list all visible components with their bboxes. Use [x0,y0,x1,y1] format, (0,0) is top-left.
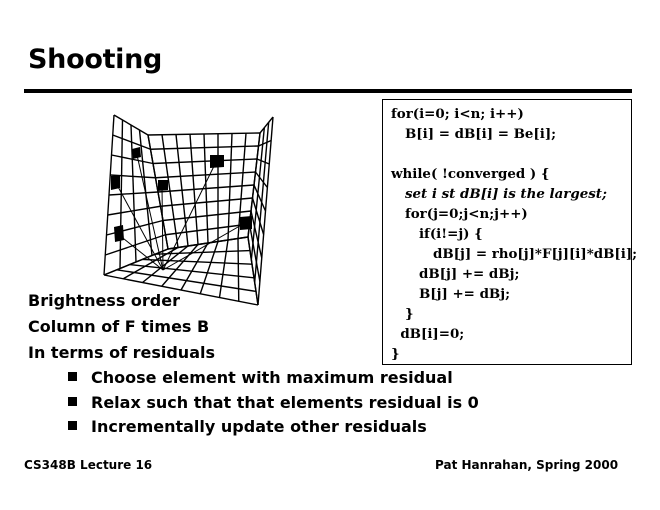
sub-bullet-item [68,393,479,412]
grid-line [130,265,254,278]
footer-course: CS348B Lecture 16 [24,458,153,472]
code-line: } [391,306,414,322]
grid-line [257,159,269,164]
bullet-item: Column of F times B [28,317,210,336]
code-line: } [391,346,400,362]
grid-line [148,133,260,135]
room-grid-illustration [88,95,388,355]
code-line: B[j] += dBj; [391,286,511,302]
patch-square [240,216,252,230]
sub-bullet-item [68,368,453,387]
sub-bullet-text: Relax such that that elements residual is 0 [91,393,479,412]
code-line: dB[i]=0; [391,326,465,342]
sub-bullet-text: Choose element with maximum residual [91,368,453,387]
grid-line [200,242,218,294]
square-bullet-icon [68,421,77,430]
patch-square [114,225,124,242]
code-line: if(i!=j) { [391,226,483,242]
code-line: dB[j] += dBj; [391,266,520,282]
bullet-item: In terms of residuals [28,343,215,362]
grid-line [220,240,229,298]
square-bullet-icon [68,372,77,381]
code-line: set i st dB[i] is the largest; [391,186,607,202]
sub-bullet-text: Incrementally update other residuals [91,417,427,436]
code-line: dB[j] = rho[j]*F[j][i]*dB[i]; [391,246,638,262]
square-bullet-icon [68,397,77,406]
slide-title: Shooting [28,44,163,75]
grid-line [117,270,256,292]
sub-bullet-item [68,417,427,436]
grid-line [238,239,239,302]
code-line: B[i] = dB[i] = Be[i]; [391,126,557,142]
grid-line [260,117,273,133]
footer-author: Pat Hanrahan, Spring 2000 [435,458,619,472]
patch-square [158,180,168,191]
grid-line [256,172,268,188]
bullet-item: Brightness order [28,291,180,310]
code-line: while( !converged ) { [391,166,550,182]
shooting-ray [162,187,163,270]
title-divider [24,89,632,93]
patch-square [210,155,224,168]
code-line: for(j=0;j<n;j++) [391,206,528,222]
code-line: for(i=0; i<n; i++) [391,106,524,122]
grid-line [259,141,272,147]
patch-square [132,147,141,159]
pseudocode-box [382,99,638,365]
